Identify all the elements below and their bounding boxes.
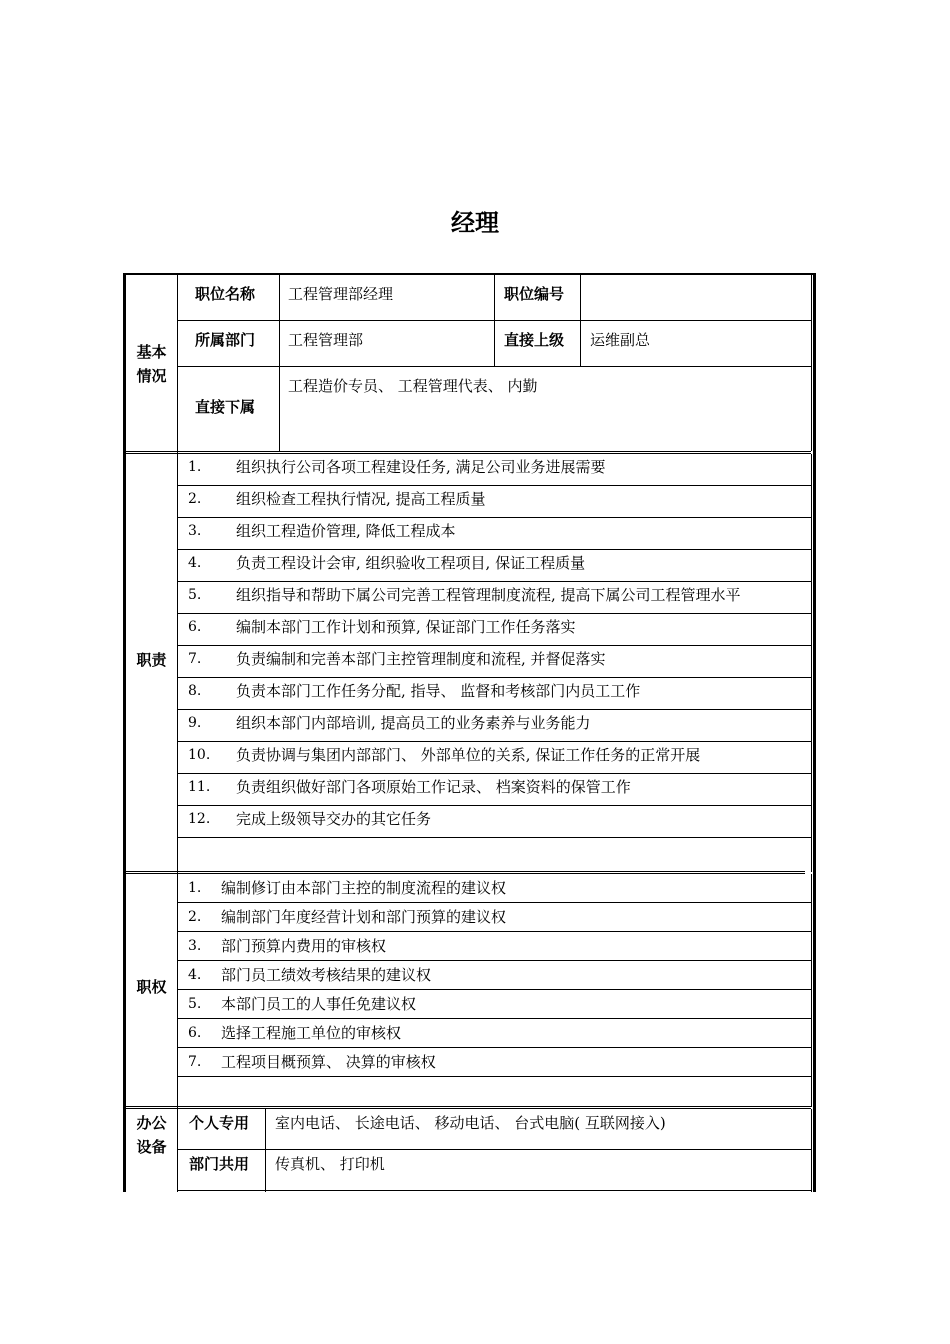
duty-item-text: 负责工程设计会审, 组织验收工程项目, 保证工程质量 [236,554,586,572]
equipment-bottom-border [177,1190,811,1191]
personal-equipment-label: 个人专用 [189,1114,250,1132]
authority-row-divider [177,989,811,990]
duty-item-text: 组织指导和帮助下属公司完善工程管理制度流程, 提高下属公司工程管理水平 [236,586,741,604]
section-column-divider [177,275,178,1192]
duty-item-number: 5. [188,587,202,603]
position-name-value: 工程管理部经理 [288,285,394,303]
basic-col-divider-1 [279,275,280,451]
authority-item-text: 编制修订由本部门主控的制度流程的建议权 [221,879,507,897]
duty-item-text: 组织执行公司各项工程建设任务, 满足公司业务进展需要 [236,458,606,476]
duty-item-text: 组织工程造价管理, 降低工程成本 [236,522,456,540]
duty-item-number: 1. [188,459,202,475]
duty-item-number: 10. [188,747,211,763]
authority-item-number: 3. [188,938,202,954]
authority-row-divider [177,1047,811,1048]
duty-item-text: 组织检查工程执行情况, 提高工程质量 [236,490,486,508]
duty-row-divider [177,581,811,582]
basic-info-section-label: 基本 情况 [136,343,167,385]
authority-item-text: 部门预算内费用的审核权 [221,937,387,955]
authority-item-number: 4. [188,967,202,983]
authority-item-number: 6. [188,1025,202,1041]
duty-item-number: 7. [188,651,202,667]
authority-right-border [811,874,812,1107]
basic-row-divider-1 [177,320,811,321]
authority-row-divider [177,931,811,932]
basic-col-divider-3 [580,275,581,367]
authority-item-number: 1. [188,880,202,896]
equipment-section-label: 办公 设备 [136,1114,167,1156]
authority-item-text: 部门员工绩效考核结果的建议权 [221,966,432,984]
duty-row-divider [177,613,811,614]
duty-item-number: 6. [188,619,202,635]
duty-row-divider [177,517,811,518]
authority-item-text: 本部门员工的人事任免建议权 [221,995,417,1013]
position-name-label: 职位名称 [195,285,256,303]
duty-item-number: 4. [188,555,202,571]
equipment-col-divider [265,1109,266,1192]
duty-row-divider [177,837,811,838]
duty-item-number: 12. [188,811,211,827]
duty-item-number: 8. [188,683,202,699]
authority-section-label: 职权 [136,978,167,996]
duty-row-divider [177,549,811,550]
personal-equipment-value: 室内电话、 长途电话、 移动电话、 台式电脑( 互联网接入) [275,1114,666,1132]
authority-item-text: 工程项目概预算、 决算的审核权 [221,1053,436,1071]
duties-section-label: 职责 [136,651,167,669]
shared-equipment-label: 部门共用 [189,1155,250,1173]
superior-label: 直接上级 [504,331,565,349]
basic-right-border [811,275,812,451]
equipment-right-border [811,1109,812,1192]
document-title: 经理 [451,209,499,237]
authority-row-divider [177,1018,811,1019]
superior-value: 运维副总 [590,331,651,349]
authority-item-text: 选择工程施工单位的审核权 [221,1024,402,1042]
shared-equipment-value: 传真机、 打印机 [275,1155,385,1173]
authority-row-divider [177,960,811,961]
duty-item-number: 3. [188,523,202,539]
authority-item-number: 2. [188,909,202,925]
duty-item-text: 负责编制和完善本部门主控管理制度和流程, 并督促落实 [236,650,606,668]
authority-item-text: 编制部门年度经营计划和部门预算的建议权 [221,908,507,926]
equipment-row-divider [177,1149,811,1150]
duty-item-text: 完成上级领导交办的其它任务 [236,810,432,828]
duty-row-divider [177,741,811,742]
department-value: 工程管理部 [288,331,364,349]
duty-row-divider [177,485,811,486]
duty-row-divider [177,677,811,678]
subordinates-value: 工程造价专员、 工程管理代表、 内勤 [288,377,538,395]
duties-right-border [811,454,812,872]
authority-row-divider [177,1076,811,1077]
duty-row-divider [177,805,811,806]
duty-item-text: 负责本部门工作任务分配, 指导、 监督和考核部门内员工工作 [236,682,641,700]
duty-item-number: 11. [188,779,211,795]
authority-item-number: 5. [188,996,202,1012]
position-code-label: 职位编号 [504,285,565,303]
section-separator-duties [126,451,811,454]
duty-item-text: 负责协调与集团内部部门、 外部单位的关系, 保证工作任务的正常开展 [236,746,701,764]
department-label: 所属部门 [195,331,256,349]
section-separator-equipment [126,1106,811,1109]
duty-item-number: 9. [188,715,202,731]
duty-row-divider [177,773,811,774]
authority-row-divider [177,902,811,903]
duty-item-number: 2. [188,491,202,507]
authority-item-number: 7. [188,1054,202,1070]
duty-item-text: 组织本部门内部培训, 提高员工的业务素养与业务能力 [236,714,591,732]
duty-item-text: 负责组织做好部门各项原始工作记录、 档案资料的保管工作 [236,778,631,796]
duty-item-text: 编制本部门工作计划和预算, 保证部门工作任务落实 [236,618,576,636]
duty-row-divider [177,709,811,710]
basic-row-divider-2 [177,366,811,367]
basic-col-divider-2 [494,275,495,367]
section-separator-authority [126,871,805,874]
subordinates-label: 直接下属 [195,398,256,416]
duty-row-divider [177,645,811,646]
